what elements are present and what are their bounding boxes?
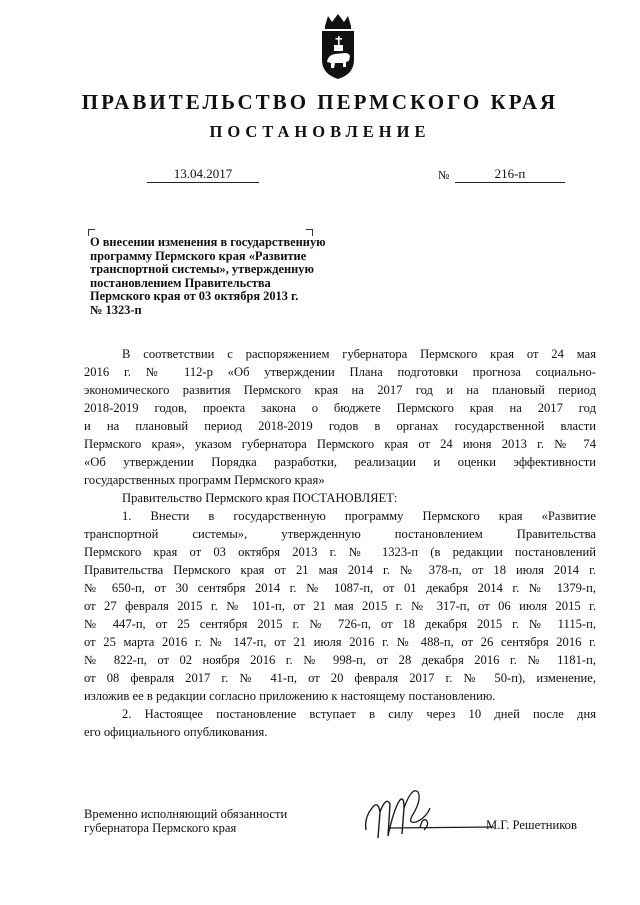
subject-line: постановлением Правительства [90,275,271,290]
coat-of-arms-icon [313,12,363,82]
government-title: ПРАВИТЕЛЬСТВО ПЕРМСКОГО КРАЯ [81,90,559,114]
preamble-line: Пермского края», указом губернатора Пермского края от 24 июня 2013 г. № 74 [84,437,596,451]
preamble-line: государственных программ Пермского края» [84,473,325,487]
item1-line: № 822-п, от 02 ноября 2016 г. № 998-п, от 28 декабря 2016 г. № 1181-п, [84,653,596,667]
subject-line: Пермского края от 03 октября 2013 г. [90,289,299,303]
preamble-line: экономического развития Пермского края на 2017 год и на плановый период [84,383,596,397]
document-date: 13.04.2017 [147,166,259,183]
signatory-position-line: Временно исполняющий обязанности [84,807,288,821]
item1-line: от 27 февраля 2015 г. № 101-п, от 21 мая 2015 г. № 317-п, от 06 июля 2015 г. [84,599,596,613]
preamble-line: 2018-2019 годов, проекта закона о бюджете Пермского края на 2017 год [84,401,596,415]
item1-line: от 25 марта 2016 г. № 147-п, от 21 июля 2016 г. № 488-п, от 26 сентября 2016 г. [84,635,596,649]
item1-line: от 08 февраля 2017 г. № 41-п, от 20 февраля 2017 г. № 50-п), изменение, [84,671,596,685]
item2-line: 2. Настоящее постановление вступает в силу через 10 дней после дня [122,707,596,721]
item1-line: Пермского края от 03 октября 2013 г. № 1323-п (в редакции постановлений [84,545,596,559]
signatory-name: М.Г. Решетников [486,818,577,832]
subject-line: О внесении изменения в государственную [90,235,326,249]
resolves-line: Правительство Пермского края ПОСТАНОВЛЯЕТ: [122,491,398,505]
document-number: 216-п [455,166,565,183]
number-label: № [438,168,450,182]
subject-line: транспортной системы», утвержденную [90,262,314,276]
preamble-line: и на плановый период 2018-2019 годов в органах государственной власти [84,419,596,433]
subject-line: программу Пермского края «Развитие [90,248,307,263]
item1-line: изложив ее в редакции согласно приложению к настоящему постановлению. [84,689,496,703]
subject-line: № 1323-п [90,302,142,317]
item2-line: его официального опубликования. [84,725,268,739]
item1-line: 1. Внести в государственную программу Пермского края «Развитие [122,509,596,523]
item1-line: № 650-п, от 30 сентября 2014 г. № 1087-п, от 01 декабря 2014 г. № 1379-п, [84,581,596,595]
signatory-position [84,807,287,835]
signatory-position-line: губернатора Пермского края [84,821,237,835]
item1-line: № 447-п, от 25 сентября 2015 г. № 726-п, от 18 декабря 2015 г. № 1115-п, [84,617,596,631]
item1-line: Правительства Пермского края от 21 мая 2014 г. № 378-п, от 18 июля 2014 г. [84,563,596,577]
document-type: ПОСТАНОВЛЕНИЕ [209,122,431,141]
item1-line: транспортной системы», утвержденную постановлением Правительства [84,527,596,541]
preamble-line: «Об утверждении Порядка разработки, реализации и оценки эффективности [84,455,596,469]
preamble-line: В соответствии с распоряжением губернатора Пермского края от 24 мая [122,347,596,361]
preamble-line: 2016 г. № 112-р «Об утверждении Плана подготовки прогноза социально- [84,365,596,379]
handwritten-signature [360,778,500,850]
subject-heading [90,236,410,317]
document-body [84,345,596,741]
